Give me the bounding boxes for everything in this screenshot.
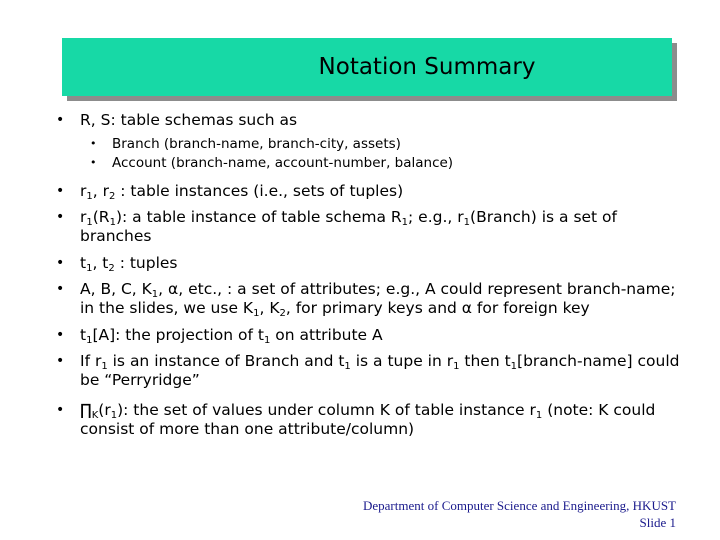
footer (363, 497, 676, 531)
product-symbol: ∏ (80, 401, 92, 419)
bullet-attributes: • A, B, C, $K_1$, α, etc., : a set of attributes; e.g., A could represent branch-name; in the slides, we use $K_1$, $K_2$, for primary keys and α for foreign key (80, 280, 680, 318)
alpha-symbol: α (461, 299, 472, 317)
bullet-schemas: • R, S: table schemas such as (80, 111, 680, 130)
sub-bullet-account: • Account (branch-name, account-number, balance) (112, 154, 453, 172)
bullet-product-notation: • $\prod_K(r_1)$: the set of values under column K of table instance $r_1$ (note: K could consist of more than one attribute/column) (80, 401, 680, 439)
footer-department: Department of Computer Science and Engineering, HKUST (363, 498, 676, 513)
bullet-instance-example: • If $r_1$ is an instance of Branch and $t_1$ is a tupe in $r_1$ then $t_1[branch-name]$ could be “Perryridge” (80, 352, 680, 390)
alpha-symbol: α (168, 280, 179, 298)
title-box (62, 38, 672, 96)
footer-slide-number: Slide 1 (639, 515, 676, 530)
bullet-table-instances: • $r_1$, $r_2$ : table instances (i.e., sets of tuples) (80, 182, 680, 201)
bullet-projection: • $t_1[A]$: the projection of $t_1$ on attribute A (80, 326, 680, 345)
bullet-table-instance-schema: • $r_1(R_1)$: a table instance of table schema $R_1$; e.g., $r_1(Branch)$ is a set of branches (80, 208, 680, 246)
bullet-tuples: • $t_1$, $t_2$ : tuples (80, 254, 680, 273)
slide-title: Notation Summary (318, 54, 536, 80)
sub-bullet-branch: • Branch (branch-name, branch-city, assets) (112, 135, 401, 153)
